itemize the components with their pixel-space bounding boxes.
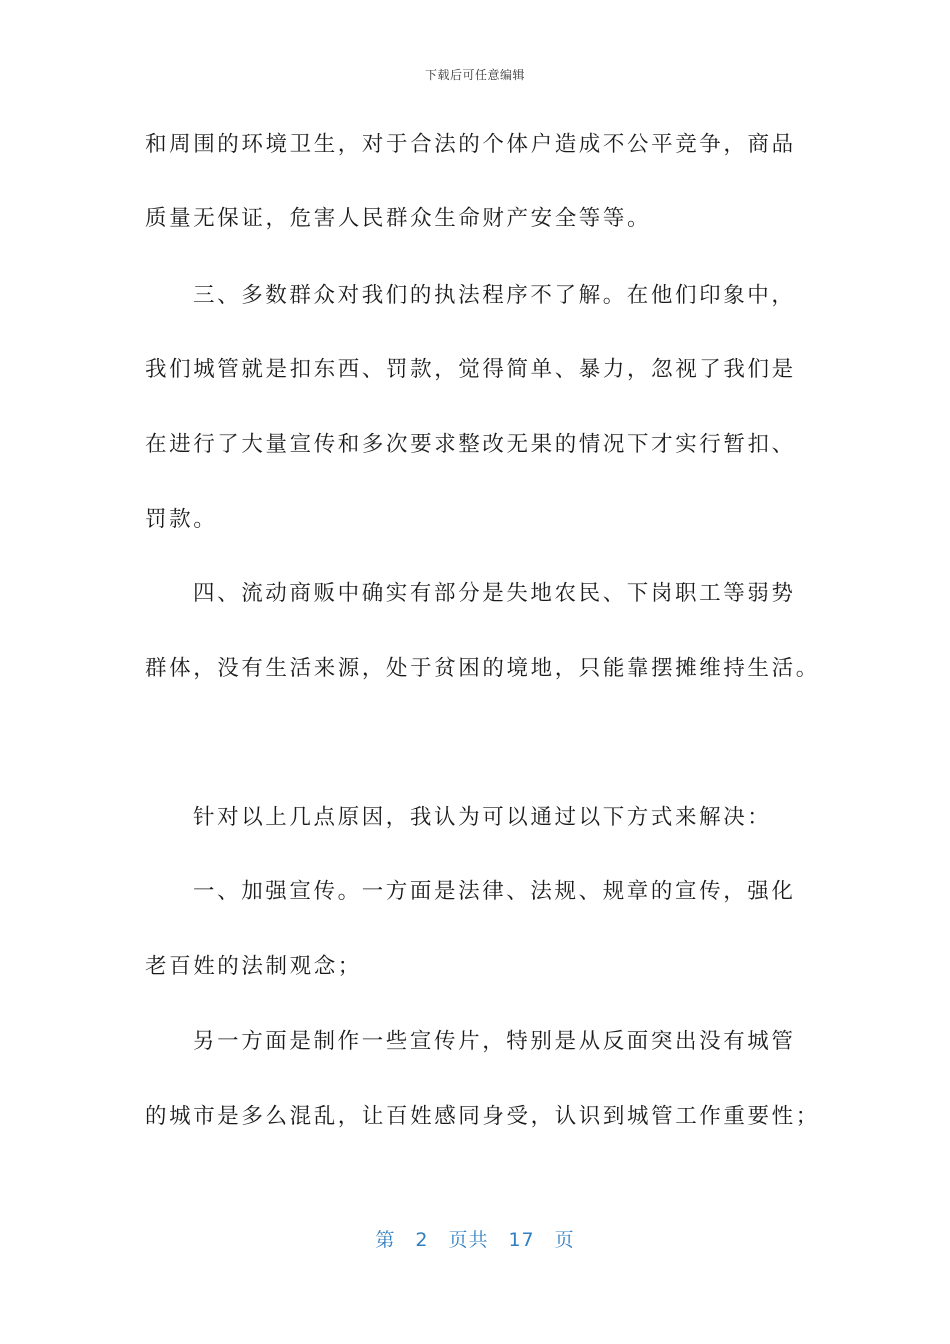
body-line-7: 四、流动商贩中确实有部分是失地农民、下岗职工等弱势 <box>193 581 796 606</box>
body-line-3: 三、多数群众对我们的执法程序不了解。在他们印象中， <box>193 283 796 308</box>
page-footer <box>0 1225 950 1252</box>
body-line-2: 质量无保证，危害人民群众生命财产安全等等。 <box>145 206 652 231</box>
footer-label-page: 第 <box>375 1229 396 1251</box>
body-line-12: 另一方面是制作一些宣传片，特别是从反面突出没有城管 <box>193 1029 796 1054</box>
body-line-8: 群体，没有生活来源，处于贫困的境地，只能靠摆摊维持生活。 <box>145 656 820 681</box>
body-line-5: 在进行了大量宣传和多次要求整改无果的情况下才实行暂扣、 <box>145 432 796 457</box>
body-line-11: 老百姓的法制观念； <box>145 954 362 979</box>
body-line-1: 和周围的环境卫生，对于合法的个体户造成不公平竞争，商品 <box>145 132 796 157</box>
page-header: 下载后可任意编辑 <box>424 68 525 82</box>
body-line-13: 的城市是多么混乱，让百姓感同身受，认识到城管工作重要性； <box>145 1104 820 1129</box>
body-line-6: 罚款。 <box>145 507 218 532</box>
footer-current-page: 2 <box>415 1229 429 1251</box>
body-line-9: 针对以上几点原因，我认为可以通过以下方式来解决： <box>193 805 772 830</box>
footer-label-end: 页 <box>554 1229 575 1251</box>
footer-label-of: 页共 <box>448 1229 489 1251</box>
body-line-4: 我们城管就是扣东西、罚款，觉得简单、暴力，忽视了我们是 <box>145 357 796 382</box>
body-line-10: 一、加强宣传。一方面是法律、法规、规章的宣传，强化 <box>193 879 796 904</box>
footer-total-pages: 17 <box>508 1229 535 1251</box>
